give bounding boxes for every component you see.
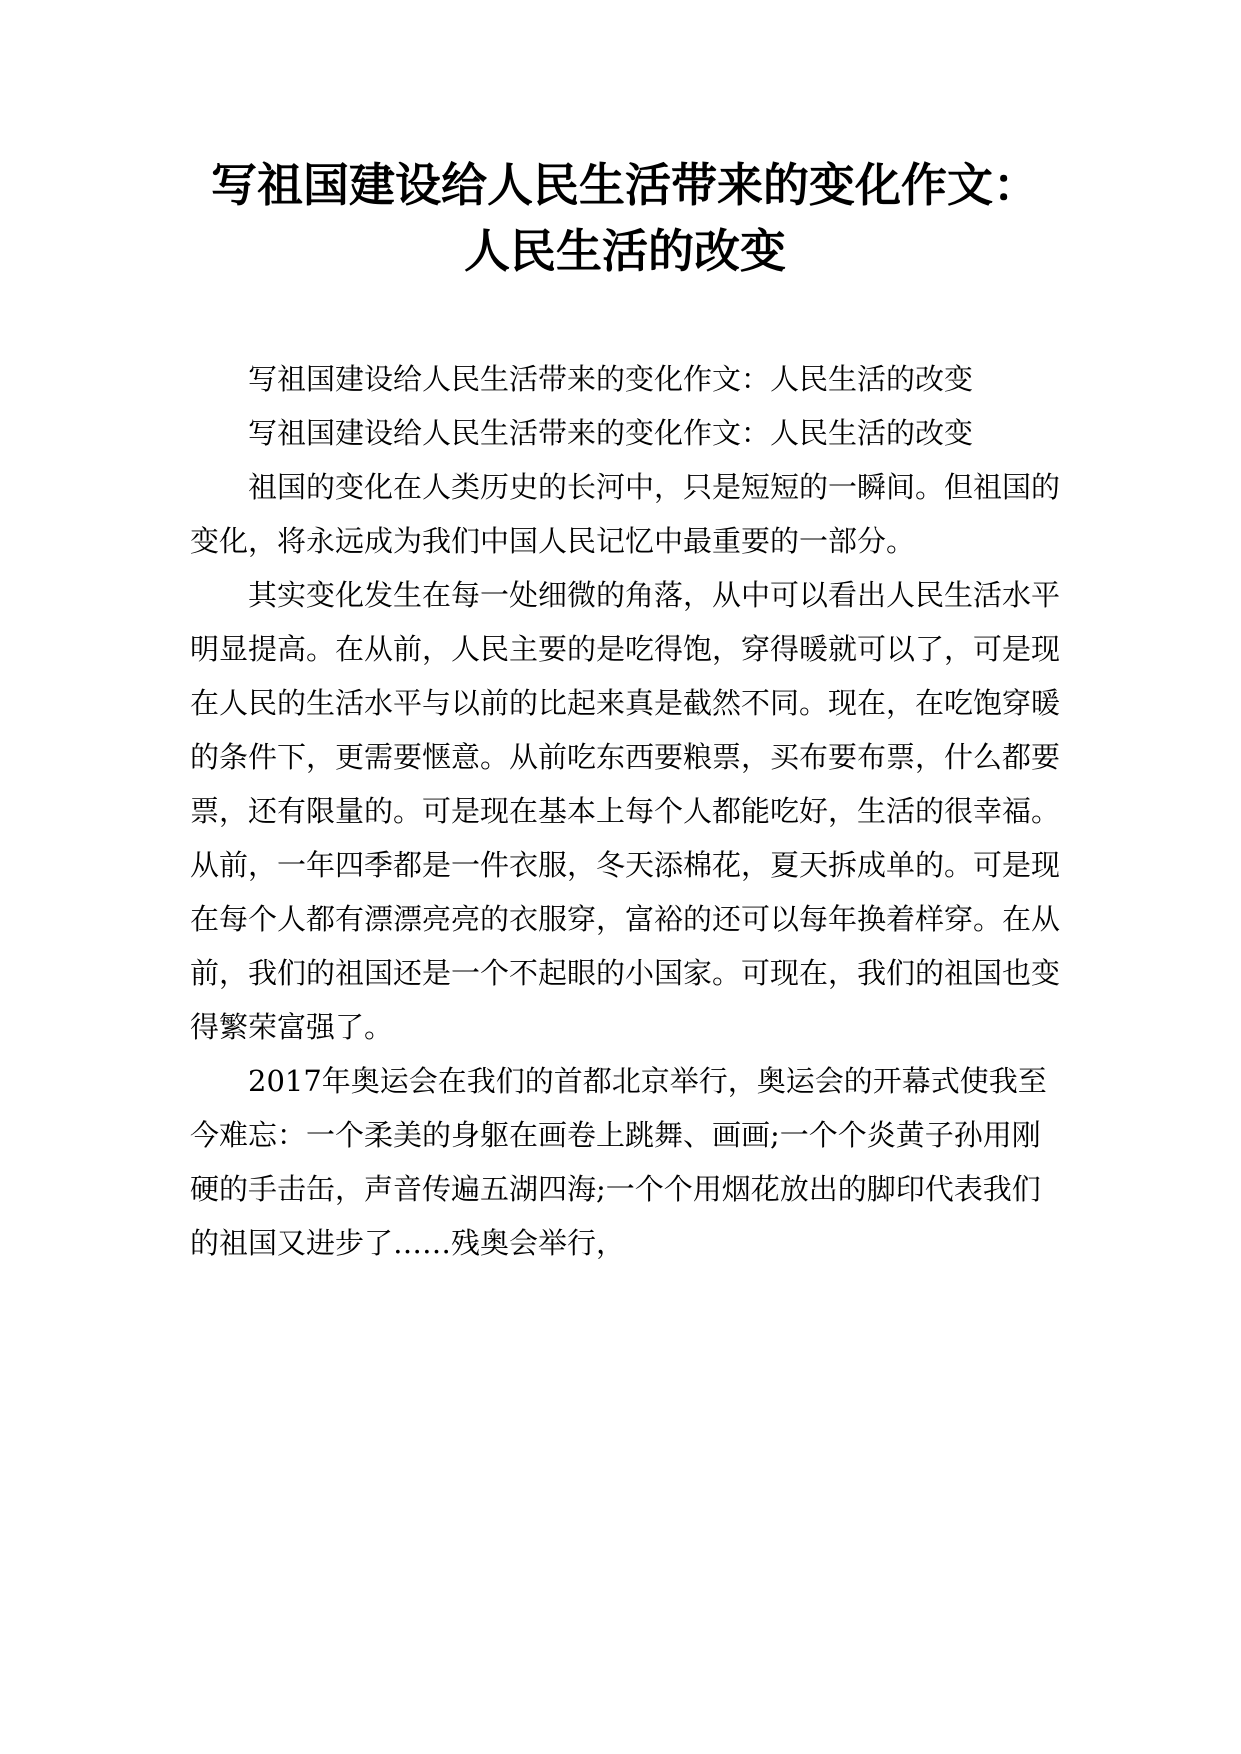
- paragraph: 祖国的变化在人类历史的长河中，只是短短的一瞬间。但祖国的变化，将永远成为我们中国人民记忆中最重要的一部分。: [190, 470, 1061, 558]
- paragraph: 其实变化发生在每一处细微的角落，从中可以看出人民生活水平明显提高。在从前，人民主要的是吃得饱，穿得暖就可以了，可是现在人民的生活水平与以前的比起来真是截然不同。现在，在吃饱穿暖的条件下，更需要惬意。从前吃东西要粮票，买布要布票，什么都要票，还有限量的。可是现在基本上每个人都能吃好，生活的很幸福。从前，一年四季都是一件衣服，冬天添棉花，夏天拆成单的。可是现在每个人都有漂漂亮亮的衣服穿，富裕的还可以每年换着样穿。在从前，我们的祖国还是一个不起眼的小国家。可现在，我们的祖国也变得繁荣富强了。: [190, 578, 1061, 1044]
- document-body: [190, 352, 1060, 1270]
- document-title: 写祖国建设给人民生活带来的变化作文：人民生活的改变: [211, 158, 1039, 278]
- paragraph: 2017年奥运会在我们的首都北京举行，奥运会的开幕式使我至今难忘：一个柔美的身躯在画卷上跳舞、画画;一个个炎黄子孙用刚硬的手击缶，声音传遍五湖四海;一个个用烟花放出的脚印代表我们的祖国又进步了……残奥会举行，: [190, 1064, 1047, 1260]
- paragraph: 写祖国建设给人民生活带来的变化作文：人民生活的改变: [248, 362, 974, 396]
- paragraph: 写祖国建设给人民生活带来的变化作文：人民生活的改变: [248, 416, 974, 450]
